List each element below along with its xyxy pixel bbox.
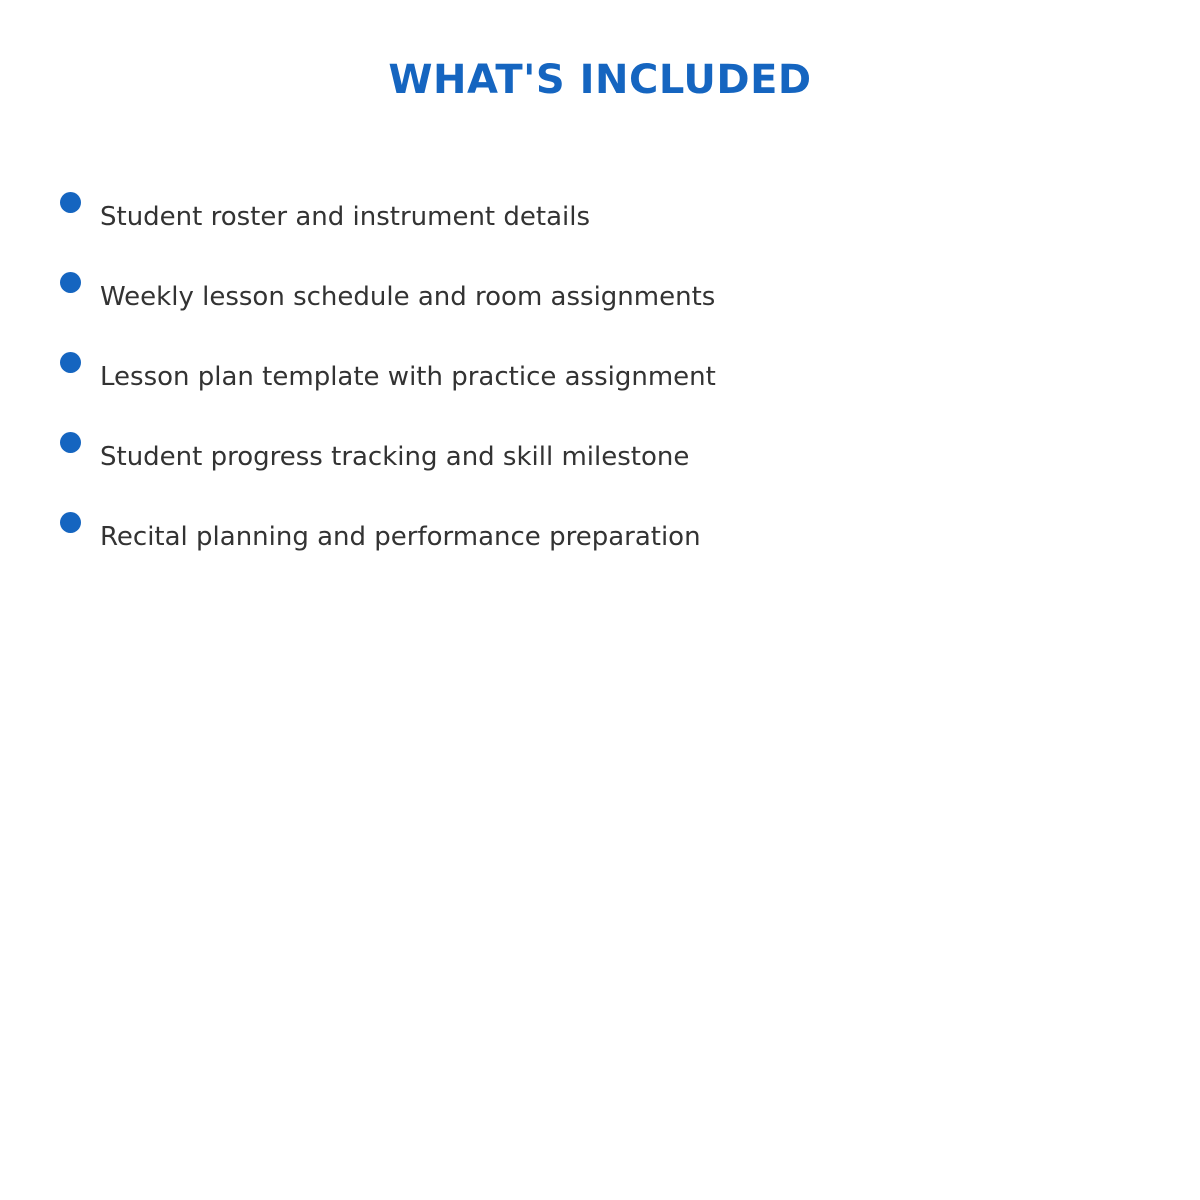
list-item-label: Student progress tracking and skill milestone — [100, 442, 690, 472]
list-item-label: Weekly lesson schedule and room assignments — [100, 282, 716, 312]
bullet-icon — [60, 192, 81, 213]
bullet-icon — [60, 272, 81, 293]
list-item-label: Lesson plan template with practice assignment — [100, 362, 716, 392]
bullet-icon — [60, 432, 81, 453]
list-item-label: Recital planning and performance preparation — [100, 522, 701, 552]
page-title: WHAT'S INCLUDED — [388, 57, 812, 103]
bullet-icon — [60, 512, 81, 533]
bullet-icon — [60, 352, 81, 373]
list-item-label: Student roster and instrument details — [100, 202, 591, 232]
